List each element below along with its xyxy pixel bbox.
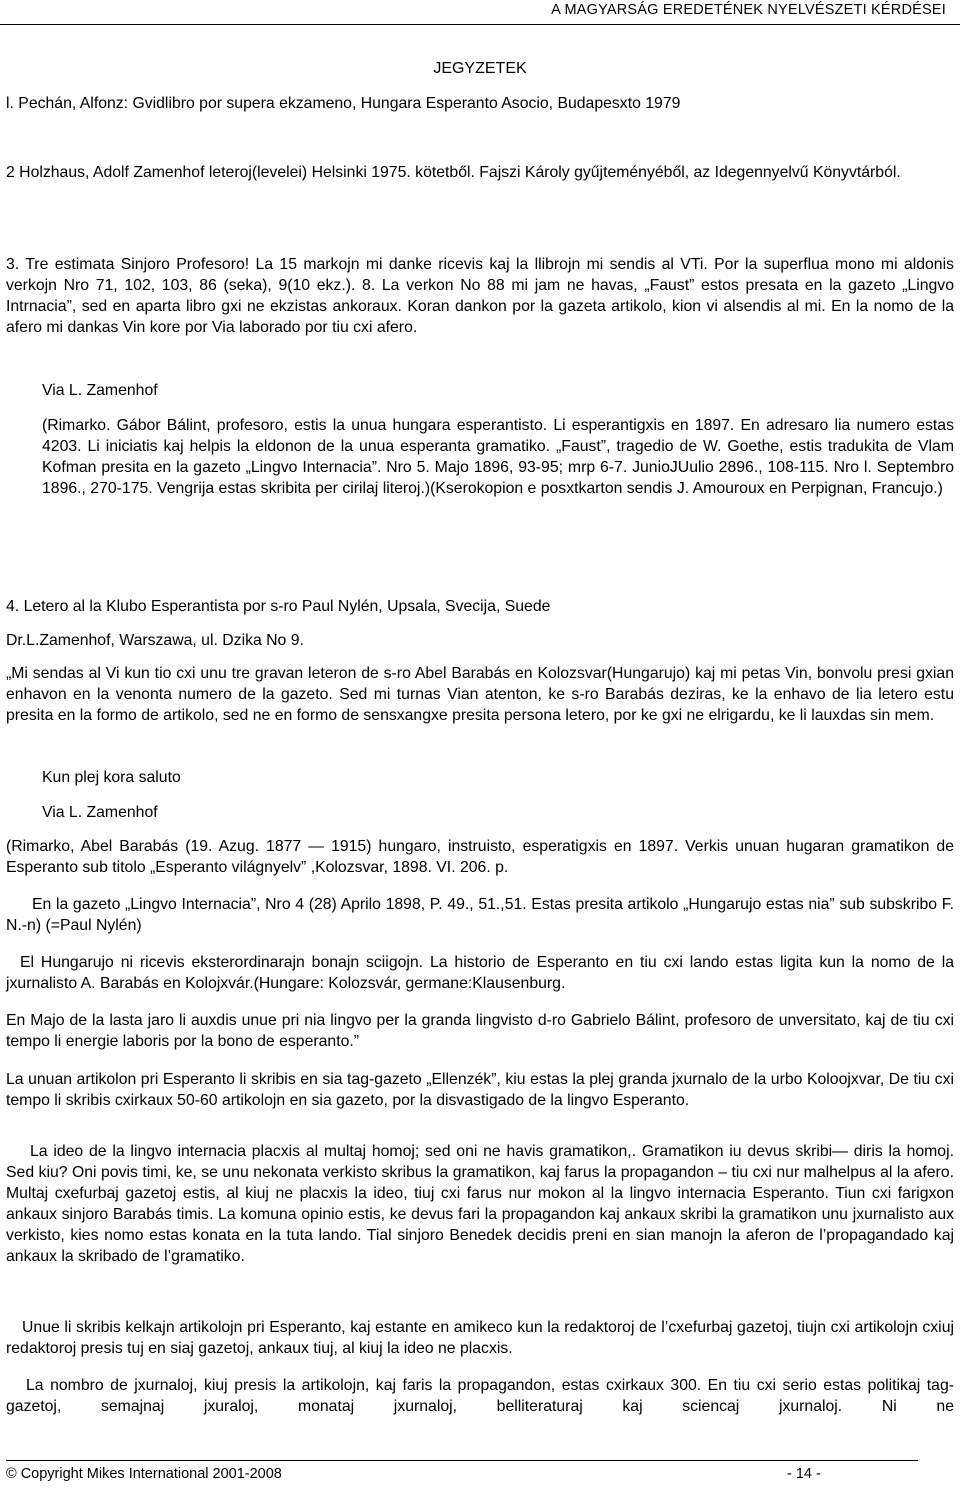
signature-1: Via L. Zamenhof	[42, 382, 158, 399]
remark-2: (Rimarko, Abel Barabás (19. Azug. 1877 — 1915) hungaro, instruisto, esperatigxis en 1897. Verkis unuan hugaran gramatikon de Esperanto sub titolo „Esperanto világnyelv” ,Kolozsvar, 1898. VI. 206. p.	[6, 838, 954, 876]
note-1: l. Pechán, Alfonz: Gvidlibro por supera ekzameno, Hungara Esperanto Asocio, Budapesxto 1979	[6, 95, 681, 112]
paragraph-4: La unuan artikolon pri Esperanto li skribis en sia tag-gazeto „Ellenzék”, kiu estas la plej granda jxurnalo de la urbo Koloojxvar, De tiu cxi tempo li skribis cxirkaux 50-60 artikolojn en sia gazeto, por la disvastigado de la lingvo Esperanto.	[6, 1071, 954, 1109]
paragraph-5: La ideo de la lingvo internacia placxis al multaj homoj; sed oni ne havis gramatikon,. Gramatikon iu devus skribi— diris la homoj. Sed kiu? Oni povis timi, ke, se unu nekonata verkisto skribus la gramatikon, kaj farus la propagandon – tiu cxi nur malhelpus al la afero. Multaj cxefurbaj gazetoj estis, al kiuj ne placxis la ideo, tiuj cxi farus nur mokon al la lingvo internacia Esperanto. Tiun cxi farigxon ankaux sinjoro Barabás timis. La komuna opinio estis, ke devus fari la propagandon kaj ankaux skribi la gramatikon unu jxurnalisto aux verkisto, kies nomo estas konata en la tuta lando. Tial sinjoro Benedek decidis preni en sian manojn la aferon de l’propagandado kaj ankaux la skribado de l’gramatiko.	[6, 1143, 954, 1265]
remark-1: (Rimarko. Gábor Bálint, profesoro, estis la unua hungara esperantisto. Li esperantigxis en 1897. En adresaro lia numero estas 4203. Li iniciatis kaj helpis la eldonon de la unua esperanta gramatiko. „Faust”, tragedio de W. Goethe, estis tradukita de Vlam Kofman presita en la gazeto „Lingvo Internacia”. Nro 5. Majo 1896, 93-95; mrp 6-7. JunioJUulio 2896., 108-115. Nro l. Septembro 1896., 270-175. Vengrija estas skribita per cirilaj literoj.)(Kserokopion e posxtkarton sendis J. Amouroux en Perpignan, Francujo.)	[42, 417, 954, 497]
paragraph-7: La nombro de jxurnaloj, kiuj presis la artikolojn, kaj faris la propagandon, estas cxirkaux 300. En tiu cxi serio estas politikaj tag-gazetoj, semajnaj jxuraloj, monataj jxurnaloj, belliteraturaj kaj sciencaj jxurnaloj. Ni ne	[6, 1377, 954, 1415]
copyright-notice: © Copyright Mikes International 2001-2008	[6, 1466, 282, 1482]
note-4-sender: Dr.L.Zamenhof, Warszawa, ul. Dzika No 9.	[6, 632, 304, 649]
notes-title: JEGYZETEK	[433, 60, 527, 77]
header-divider	[0, 24, 960, 25]
note-4-letter: „Mi sendas al Vi kun tio cxi unu tre gravan leteron de s-ro Abel Barabás en Kolozsvar(Hungarujo) kaj mi petas Vin, bonvolu presi gxian enhavon en la venonta numero de la gazeto. Sed mi turnas Vian atenton, ke s-ro Barabás deziras, ke la enhavo de lia letero estu presita en la formo de artikolo, sed ne en formo de sensxangxe presita persona letero, por ke gxi ne elrigardu, ke li lauxdas sin mem.	[6, 665, 954, 724]
paragraph-2: El Hungarujo ni ricevis eksterordinarajn bonajn sciigojn. La historio de Esperanto en tiu cxi lando estas ligita kun la nomo de la jxurnalisto A. Barabás en Kolojxvár.(Hungare: Kolozsvár, germane:Klausenburg.	[6, 954, 954, 992]
paragraph-6: Unue li skribis kelkajn artikolojn pri Esperanto, kaj estante en amikeco kun la redaktoroj de l’cxefurbaj gazetoj, tiujn cxi artikolojn cxiuj redaktoroj presis tuj en siaj gazetoj, ankaux tiuj, al kiuj la ideo ne placxis.	[6, 1319, 954, 1357]
paragraph-3: En Majo de la lasta jaro li auxdis unue pri nia lingvo per la granda lingvisto d-ro Gabrielo Bálint, profesoro de unversitato, kaj de tiu cxi tempo li energie laboris por la bono de esperanto.”	[6, 1012, 954, 1050]
signature-2: Via L. Zamenhof	[42, 804, 158, 821]
note-2: 2 Holzhaus, Adolf Zamenhof leteroj(levelei) Helsinki 1975. kötetből. Fajszi Károly gyűjteményéből, az Idegennyelvű Könyvtárból.	[6, 164, 901, 181]
greeting: Kun plej kora saluto	[42, 769, 181, 786]
note-4-heading: 4. Letero al la Klubo Esperantista por s-ro Paul Nylén, Upsala, Svecija, Suede	[6, 598, 551, 615]
footer-divider	[6, 1460, 918, 1461]
paragraph-1: En la gazeto „Lingvo Internacia”, Nro 4 (28) Aprilo 1898, P. 49., 51.,51. Estas presita artikolo „Hungarujo estas nia” sub subskribo F. N.-n) (=Paul Nylén)	[6, 896, 954, 934]
note-3: 3. Tre estimata Sinjoro Profesoro! La 15 markojn mi danke ricevis kaj la llibrojn mi sendis al VTi. Por la superflua mono mi aldonis verkojn Nro 71, 102, 103, 86 (seka), 9(10 ekz.). 8. La verkon No 88 mi jam ne havas, „Faust” estos presata en la gazeto „Lingvo Intrnacia”, sed en aparta libro gxi ne ekzistas ankoraux. Koran dankon por la gazeta artikolo, kion vi alsendis al mi. En la nomo de la afero mi dankas Vin kore por Via laborado por tiu cxi afero.	[6, 256, 954, 336]
page-number: - 14 -	[787, 1466, 821, 1482]
running-header: A MAGYARSÁG EREDETÉNEK NYELVÉSZETI KÉRDÉSEI	[551, 2, 946, 18]
